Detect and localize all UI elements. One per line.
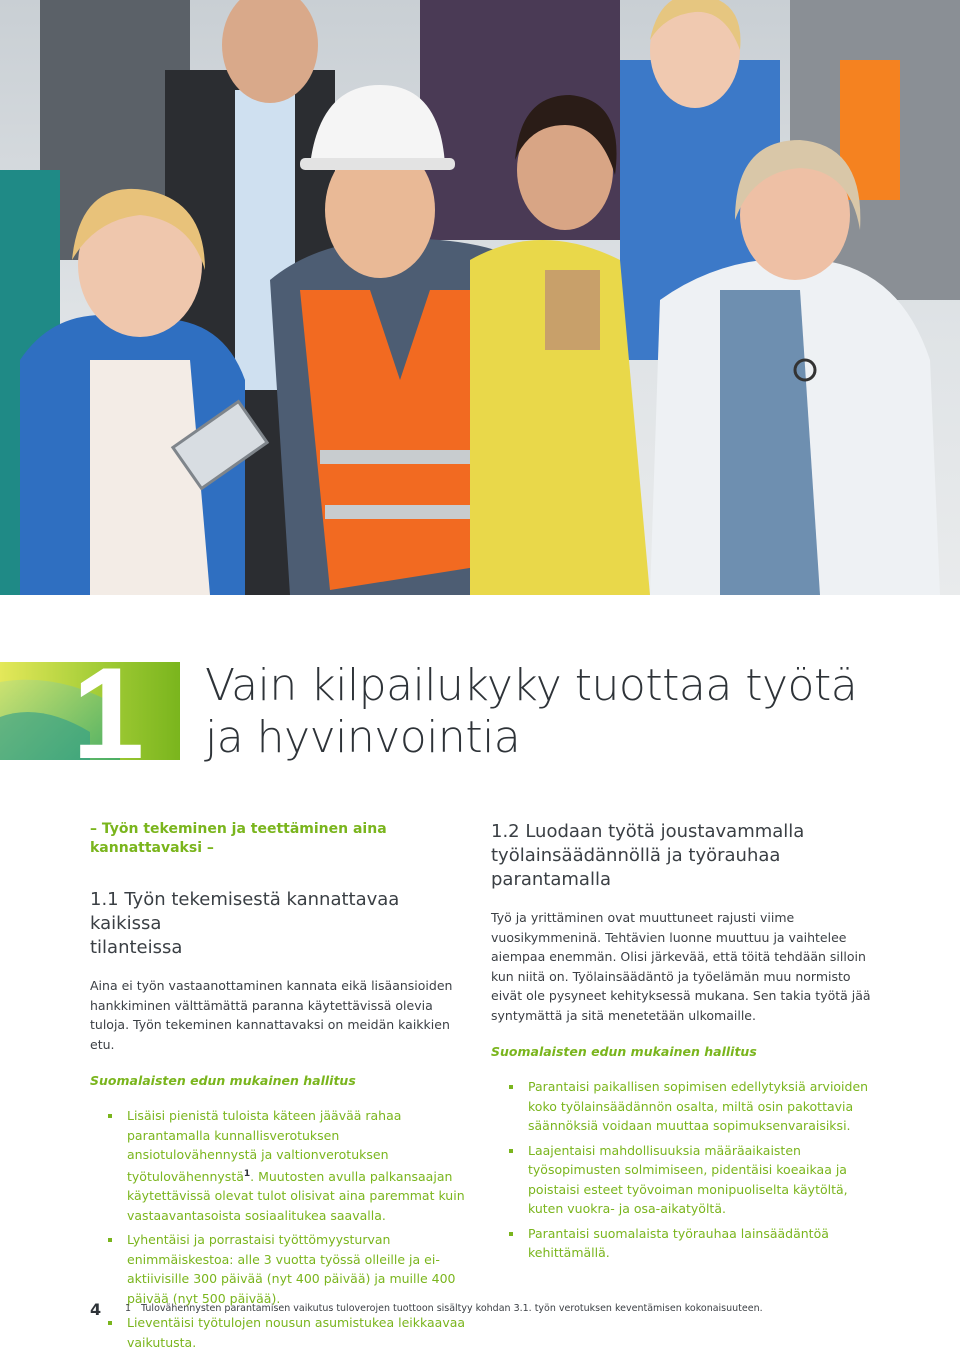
white-blouse <box>90 360 210 595</box>
section-title-1-1-line-2: tilanteissa <box>90 937 183 958</box>
section-1-1-body: Aina ei työn vastaanottaminen kannata eikä lisäansioiden hankkiminen välttämättä paranna käytettävissä olevia tuloja. Työn tekeminen kannattavaksi on meidän kaikkien etu. <box>90 978 453 1052</box>
hard-hat-brim <box>300 158 455 170</box>
section-title-1-2-line-3: parantamalla <box>491 869 611 890</box>
bullet-left-1-part-a: Lisäisi pienistä tuloista käteen jäävää rahaa parantamalla kunnallisverotuksen ansiotulovähennystä ja valtionverotuksen työtulovähennystä <box>127 1108 402 1184</box>
section-title-1-2 <box>491 820 871 892</box>
bullet-left-3: Lieventäisi työtulojen nousun asumistukea leikkaavaa vaikutusta. <box>90 1313 470 1352</box>
chapter-title-line-1: Vain kilpailukyky tuottaa työtä <box>205 660 858 711</box>
workers-group-illustration <box>0 0 960 595</box>
right-column <box>491 820 871 1268</box>
clipboard <box>545 270 600 350</box>
bullet-left-1 <box>90 1106 470 1225</box>
kicker-line-2: kannattavaksi – <box>90 840 214 856</box>
bullet-left-1-part-b: . Muutosten avulla palkansaajan käytettävissä olevat tulot olisivat aina paremmat kuin vastaavantasoista sosiaalitukea saavalla. <box>127 1168 465 1223</box>
kicker <box>90 820 470 858</box>
chapter-number-mark <box>0 640 180 786</box>
section-title-1-2-line-1: 1.2 Luodaan työtä joustavammalla <box>491 821 805 842</box>
bullet-list-left <box>90 1106 470 1352</box>
kicker-line-1: – Työn tekeminen ja teettäminen aina <box>90 821 387 837</box>
bullet-left-2: Lyhentäisi ja porrastaisi työttömyysturvan enimmäiskestoa: alle 3 vuotta työssä olleille ja ei-aktiivisille 300 päivää (nyt 400 päivää) ja muille 400 päivää (nyt 500 päivää). <box>90 1230 470 1308</box>
bullet-right-2: Laajentaisi mahdollisuuksia määräaikaisten työsopimusten solmimiseen, pidentäisi koeaikaa ja poistaisi esteet työvoiman monipuoliselta käytöltä, kuten vuokra- ja osa-aikatyöltä. <box>491 1141 871 1219</box>
government-heading-left: Suomalaisten edun mukainen hallitus <box>90 1073 356 1088</box>
section-title-1-1 <box>90 888 470 960</box>
bullet-right-3: Parantaisi suomalaista työrauhaa lainsäädäntöä kehittämällä. <box>491 1224 871 1263</box>
hero-photo <box>0 0 960 595</box>
left-column <box>90 820 470 1357</box>
footnote-reference: 1 <box>243 1168 251 1179</box>
government-heading-right: Suomalaisten edun mukainen hallitus <box>491 1044 757 1059</box>
section-title-1-2-line-2: työlainsäädännöllä ja työrauhaa <box>491 845 781 866</box>
chapter-title <box>205 660 925 764</box>
chapter-number: 1 <box>72 640 145 786</box>
footnote-mark: 1 <box>125 1303 132 1314</box>
page-number: 4 <box>90 1300 102 1319</box>
bullet-right-1: Parantaisi paikallisen sopimisen edellytyksiä arvioiden koko työlainsäädännön osalta, miltä osin pakottavia säännöksiä voidaan muuttaa sopimuksenvaraisiksi. <box>491 1077 871 1136</box>
section-1-2-body: Työ ja yrittäminen ovat muuttuneet rajusti viime vuosikymmeninä. Tehtävien luonne muuttuu ja vaihtelee aiempaa enemmän. Olisi järkevää, että töitä tehdään silloin kun niitä on. Työlainsäädäntö ja työelämän muu normisto eivät ole pysyneet kehityksessä mukana. Sen takia työtä jää syntymättä ja sitä menetetään ulkomaille. <box>491 910 871 1023</box>
bullet-list-right <box>491 1077 871 1263</box>
section-title-1-1-line-1: 1.1 Työn tekemisestä kannattavaa kaikissa <box>90 889 400 934</box>
chapter-title-line-2: ja hyvinvointia <box>205 712 521 763</box>
footnote-text: Tulovähennysten parantamisen vaikutus tuloverojen tuottoon sisältyy kohdan 3.1. työn verotuksen keventämisen kokonaisuuteen. <box>141 1303 763 1314</box>
footnote <box>125 1303 763 1314</box>
